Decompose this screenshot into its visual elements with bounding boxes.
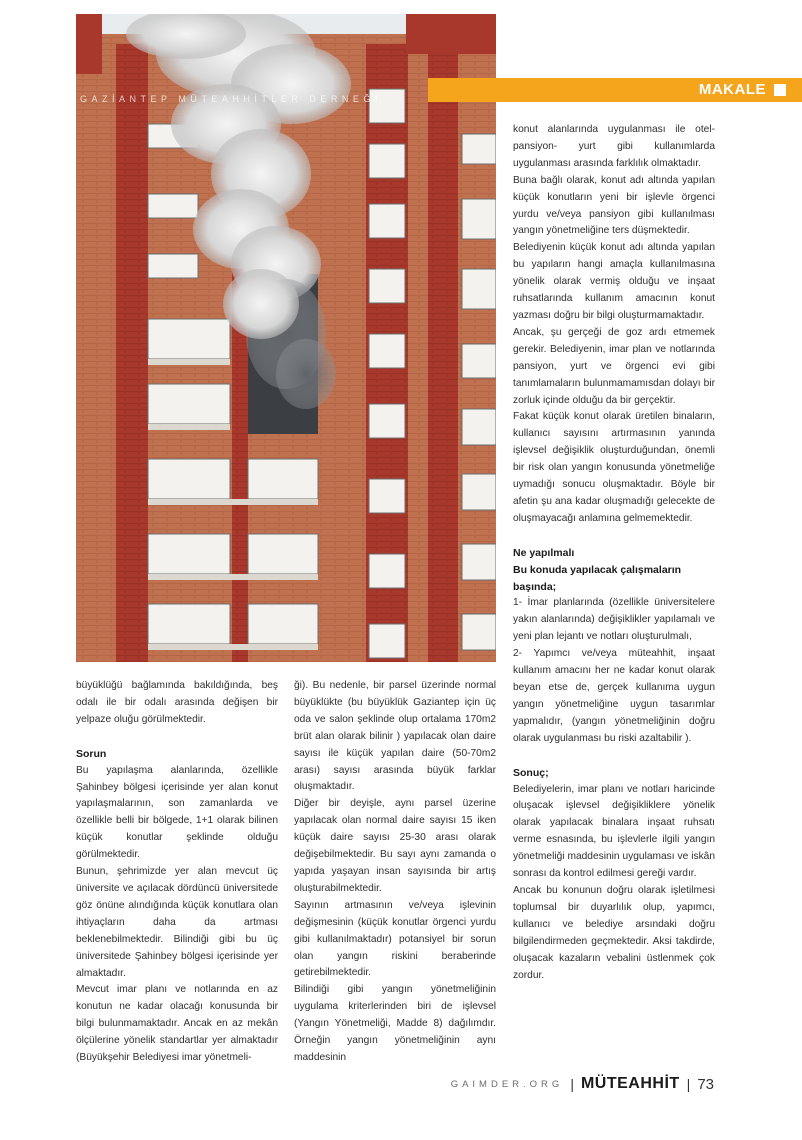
- footer-magazine-name: MÜTEAHHİT: [580, 1075, 680, 1092]
- paragraph-gap: [76, 729, 278, 746]
- page-footer: [451, 1074, 714, 1094]
- body-paragraph: 2- Yapımcı ve/veya müteahhit, inşaat kullanım amacını her ne kadar konut olarak beyan etse de, gerçek kullanıma uygun yangın yönetmeliğine uygun tasarımlar yapmalıdır, (yangın yönetmeliğinin doğru olarak uygulanması bu riski azaltabilir ).: [513, 648, 715, 744]
- body-paragraph: Sayının artmasının ve/veya işlevinin değişmesinin (küçük konutlar örgenci yurdu gibi kullanılmaktadır) potansiyel bir sorun olan yangın riskini beraberinde getirebilmektedir.: [294, 899, 496, 979]
- body-paragraph: Ancak bu konunun doğru olarak işletilmesi toplumsal bir duyarlılık olup, yapımcı, kullanıcı ve belediye arsındaki doğru bilgilendirmeden geçmektedir. Aksi takdirde, oluşacak kazaların vebalini üstlenmek çok zordur.: [513, 884, 715, 981]
- body-paragraph: Bu yapılaşma alanlarında, özellikle Şahinbey bölgesi içerisinde yer alan konut yapılaşmalarının, son zamanlarda ve özellikle belli bir bölgede, 1+1 olarak bilinen küçük konutlar şeklinde olduğu görülmektedir.: [76, 764, 278, 861]
- article-column-right: [513, 122, 715, 984]
- section-heading: Bu konuda yapılacak çalışmaların başında;: [513, 563, 682, 593]
- body-paragraph: Belediyenin küçük konut adı altında yapılan bu yapıların hangi amaçla kullanılmasına yönelik olarak vermiş olduğu ve inşaat ruhsatlarında kullanım amacının konut yazması doğru bir bilgi oluşturmamaktadır.: [513, 242, 715, 321]
- body-paragraph: 1- İmar planlarında (özellikle üniversitelere yakın alanlarında) değişiklikler yapılamalı ve yeni plan lejantı ve notları oluşturulmalı,: [513, 597, 715, 643]
- running-head: GAZİANTEP MÜTEAHHİTLER DERNEĞİ: [80, 94, 382, 104]
- section-heading: Ne yapılmalı: [513, 546, 575, 559]
- square-icon: [774, 84, 786, 96]
- body-paragraph: Ancak, şu gerçeği de goz ardı etmemek gerekir. Belediyenin, imar plan ve notlarında pansiyon, yurt ve örgenci evi gibi tanımlamaların bulunmamamısdan dolayı bir zorluk içinde olduğu da bir gerçektir.: [513, 326, 715, 406]
- body-paragraph: büyüklüğü bağlamında bakıldığında, beş odalı ile bir odalı arasında değişen bir yelpaze oluğu görülmektedir.: [76, 680, 278, 725]
- body-paragraph: Diğer bir deyişle, aynı parsel üzerine yapılacak olan normal daire sayısı 15 iken küçük daire sayısı 25-30 arası olarak değişebilmektedir. Bu sayı aynı zamanda o yapıda yaşayan insan sayısında bir artış oluşturabilmektedir.: [294, 798, 496, 894]
- body-paragraph: Buna bağlı olarak, konut adı altında yapılan küçük konutların yeni bir işlevle örgenci yurdu ve/veya pansiyon gibi kullanılması yangın yönetmeliğine ters düşmektedir.: [513, 174, 715, 237]
- body-paragraph: ği). Bu nedenle, bir parsel üzerinde normal büyüklükte (bu büyüklük Gaziantep için üç oda ve salon şeklinde olup ortalama 170m2 brüt alan olarak bilinir ) yapılacak olan daire sayısı ile küçük yapılan daire (50-70m2 arası) sayısı arasında büyük farklar oluşmaktadır.: [294, 680, 496, 793]
- body-paragraph: Fakat küçük konut olarak üretilen binaların, kullanıcı sayısını artırmasının yanında işlevsel değişiklik oluşturduğundan, önemli bir risk olan yangın konusunda yönetmeliğe uymadığı sonucu oluşmaktadır. Böyle bir afetin şu ana kadar oluşmadığı gelecekte de oluşmayacağı anlamına gelmemektedir.: [513, 411, 715, 524]
- footer-separator: |: [686, 1076, 691, 1092]
- article-column-left: [76, 678, 278, 1067]
- body-paragraph: Belediyelerin, imar planı ve notları haricinde oluşacak işlevsel değişikliklere yönelik olarak yapılacak binalara inşaat ruhsatı verme esnasında, bu işlevlerle ilgili yangın yönetmeliği maddesinin uygulaması ve iskân sonrası da kontrol edilmesi gereği vardır.: [513, 783, 715, 880]
- body-paragraph: konut alanlarında uygulanması ile otel-pansiyon- yurt gibi kullanımlarda uygulanması arasında farklılık olmaktadır.: [513, 124, 715, 169]
- building-fire-illustration: [76, 14, 496, 662]
- section-heading: Sorun: [76, 747, 107, 760]
- footer-separator: |: [570, 1076, 574, 1092]
- page-number: 73: [697, 1075, 714, 1093]
- section-label: MAKALE: [698, 81, 766, 98]
- section-banner: [428, 78, 802, 102]
- building-fire-photo: [76, 14, 496, 662]
- section-heading: Sonuç;: [513, 766, 549, 779]
- body-paragraph: Bilindiği gibi yangın yönetmeliğinin uygulama kriterlerinden biri de işlevsel (Yangın Yönetmeliği, Madde 8) dağılımdır. Örneğin yangın yönetmeliğinin aynı maddesinin: [294, 984, 496, 1063]
- body-paragraph: Bunun, şehrimizde yer alan mevcut üç üniversite ve açılacak dördüncü üniversitede göz önüne alındığında küçük konutlara olan ihtiyaçların daha da artması beklenebilmektedir. Bilindiği gibi bu üç üniversitede Şahinbey bölgesi içerisinde yer almaktadır.: [76, 866, 278, 979]
- paragraph-gap: [513, 528, 715, 545]
- footer-website: GAIMDER.ORG: [450, 1078, 564, 1090]
- article-column-middle: [294, 678, 496, 1067]
- paragraph-gap: [513, 748, 715, 765]
- body-paragraph: Mevcut imar planı ve notlarında en az konutun ne kadar olacağı konusunda bir bilgi bulunmamaktadır. Ancak en az mekân ölçülerine yönelik standartlar yer almaktadır (Büyükşehir Belediyesi imar yönetmeli-: [76, 984, 278, 1064]
